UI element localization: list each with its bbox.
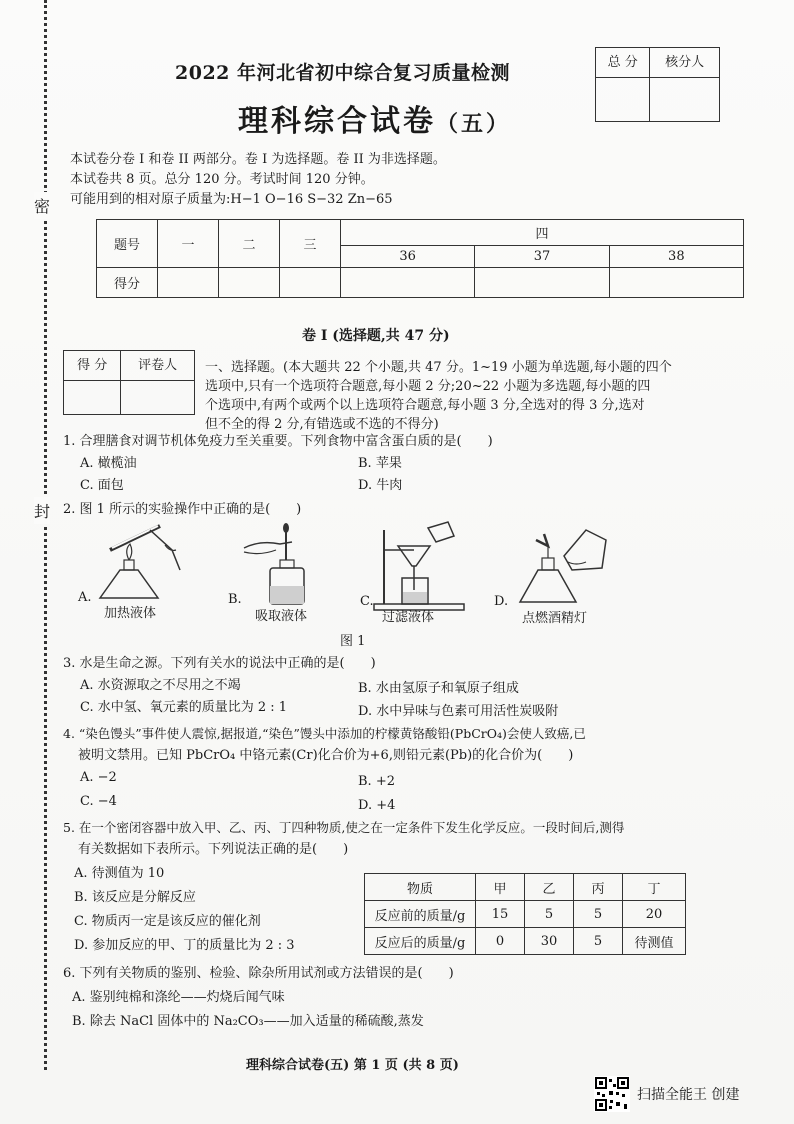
q5-table-header: 丙	[574, 874, 623, 901]
q5-table-cell: 5	[574, 901, 623, 928]
q3-option-b: B. 水由氢原子和氧原子组成	[358, 681, 519, 696]
section-1-heading-line-1: 一、选择题。(本大题共 22 个小题,共 47 分。1~19 小题为单选题,每小题的四个	[205, 360, 672, 375]
section-1-heading-line-2: 选项中,只有一个选项符合题意,每小题 2 分;20~22 小题为多选题,每小题的四	[205, 379, 651, 394]
q5-table-cell: 30	[525, 928, 574, 955]
section-1-heading-line-4: 但不全的得 2 分,有错选或不选的不得分)	[205, 417, 439, 432]
score-cell	[219, 268, 280, 298]
q4-stem-line-2: 被明文禁用。已知 PbCrO₄ 中铬元素(Cr)化合价为+6,则铅元素(Pb)的化合价为( )	[78, 748, 574, 763]
q2-option-b-label: 吸取液体	[255, 609, 308, 624]
q5-table-cell: 5	[525, 901, 574, 928]
q2-option-c-label: 过滤液体	[382, 610, 435, 625]
q4-option-c: C. −4	[80, 794, 117, 809]
q2-stem: 2. 图 1 所示的实验操作中正确的是( )	[63, 502, 302, 517]
exam-title: 2022 年河北省初中综合复习质量检测	[175, 62, 510, 84]
q5-table-cell: 5	[574, 928, 623, 955]
q2-option-c-letter: C.	[360, 594, 374, 609]
score-subcol-38: 38	[609, 246, 743, 268]
score-subcol-36: 36	[341, 246, 475, 268]
q5-option-b: B. 该反应是分解反应	[74, 890, 196, 905]
q1-option-a: A. 橄榄油	[80, 456, 137, 471]
q1-option-d: D. 牛肉	[358, 478, 403, 493]
q6-option-a: A. 鉴别纯棉和涤纶——灼烧后闻气味	[72, 990, 285, 1005]
q5-stem-line-2: 有关数据如下表所示。下列说法正确的是( )	[78, 842, 349, 857]
grader-score-label: 得 分	[64, 351, 121, 381]
q5-option-d: D. 参加反应的甲、丁的质量比为 2 : 3	[74, 938, 295, 953]
q2-option-b-letter: B.	[228, 592, 242, 607]
q4-option-a: A. −2	[80, 770, 117, 785]
q1-stem: 1. 合理膳食对调节机体免疫力至关重要。下列食物中富含蛋白质的是( )	[63, 434, 493, 449]
score-col-2: 二	[219, 220, 280, 268]
alcohol-lamp-figure	[506, 526, 616, 612]
paper-title	[238, 96, 511, 140]
q5-table-cell: 0	[476, 928, 525, 955]
binding-dotted-line	[44, 0, 47, 1070]
scanner-watermark: 扫描全能王 创建	[637, 1087, 740, 1103]
grader-box	[63, 350, 195, 415]
grader-score-cell	[64, 381, 121, 415]
score-cell	[609, 268, 743, 298]
intro-line-2: 本试卷共 8 页。总分 120 分。考试时间 120 分钟。	[70, 172, 374, 187]
q3-option-c: C. 水中氢、氧元素的质量比为 2 : 1	[80, 700, 288, 715]
score-col-1: 一	[158, 220, 219, 268]
grader-name-label: 评卷人	[121, 351, 195, 381]
q6-option-b: B. 除去 NaCl 固体中的 Na₂CO₃——加入适量的稀硫酸,蒸发	[72, 1014, 424, 1029]
q2-option-d-letter: D.	[494, 594, 509, 609]
paper-number: （五）	[436, 111, 512, 137]
filtration-figure	[370, 520, 470, 612]
dropper-figure	[240, 520, 320, 610]
checker-label: 核分人	[650, 48, 720, 78]
side-mark-seal-2: 封	[34, 497, 50, 524]
q3-option-a: A. 水资源取之不尽用之不竭	[80, 678, 241, 693]
intro-line-1: 本试卷分卷 I 和卷 II 两部分。卷 I 为选择题。卷 II 为非选择题。	[70, 152, 446, 167]
q5-stem-line-1: 5. 在一个密闭容器中放入甲、乙、丙、丁四种物质,使之在一定条件下发生化学反应。一段时间后,测得	[63, 820, 625, 835]
heating-liquid-figure	[90, 520, 190, 610]
q4-option-b: B. +2	[358, 774, 395, 789]
q4-stem-line-1: 4. “染色馒头”事件使人震惊,据报道,“染色”馒头中添加的柠檬黄铬酸铅(PbCrO₄)会使人致癌,已	[63, 726, 586, 741]
q5-option-c: C. 物质丙一定是该反应的催化剂	[74, 914, 261, 929]
score-table-label-number: 题号	[97, 220, 158, 268]
paper-title-text: 理科综合试卷	[238, 104, 436, 139]
section-1-heading-line-3: 个选项中,有两个或两个以上选项符合题意,每小题 3 分,全选对的得 3 分,选对	[205, 398, 645, 413]
score-col-3: 三	[280, 220, 341, 268]
qr-code-icon	[594, 1076, 630, 1112]
score-table-label-score: 得分	[97, 268, 158, 298]
total-cell	[596, 78, 650, 122]
q5-table-header: 甲	[476, 874, 525, 901]
score-subcol-37: 37	[475, 246, 609, 268]
q1-option-b: B. 苹果	[358, 456, 402, 471]
side-mark-seal: 密	[34, 192, 50, 219]
checker-cell	[650, 78, 720, 122]
q4-option-d: D. +4	[358, 798, 396, 813]
q1-option-c: C. 面包	[80, 478, 124, 493]
total-label: 总 分	[596, 48, 650, 78]
q3-stem: 3. 水是生命之源。下列有关水的说法中正确的是( )	[63, 656, 376, 671]
q3-option-d: D. 水中异味与色素可用活性炭吸附	[358, 704, 559, 719]
section-1-title: 卷 I (选择题,共 47 分)	[302, 328, 450, 344]
page-footer: 理科综合试卷(五) 第 1 页 (共 8 页)	[246, 1058, 459, 1073]
q5-table-cell: 反应后的质量/g	[365, 928, 476, 955]
grader-name-cell	[121, 381, 195, 415]
q5-table-cell: 待测值	[623, 928, 686, 955]
q5-table-header: 物质	[365, 874, 476, 901]
score-cell	[475, 268, 609, 298]
score-col-group-4: 四	[341, 220, 744, 246]
q2-option-a-label: 加热液体	[104, 606, 157, 621]
q5-table-cell: 反应前的质量/g	[365, 901, 476, 928]
q5-table-cell: 20	[623, 901, 686, 928]
figure-1-caption: 图 1	[340, 634, 366, 649]
q5-table-header: 丁	[623, 874, 686, 901]
q2-option-d-label: 点燃酒精灯	[522, 611, 588, 626]
total-score-box	[595, 47, 720, 122]
score-cell	[158, 268, 219, 298]
q5-option-a: A. 待测值为 10	[74, 866, 165, 881]
q5-data-table	[364, 873, 686, 955]
q2-option-a-letter: A.	[78, 590, 92, 605]
q6-stem: 6. 下列有关物质的鉴别、检验、除杂所用试剂或方法错误的是( )	[63, 966, 454, 981]
score-table	[96, 219, 744, 298]
intro-line-3: 可能用到的相对原子质量为:H−1 O−16 S−32 Zn−65	[70, 192, 393, 207]
score-cell	[341, 268, 475, 298]
score-cell	[280, 268, 341, 298]
q5-table-header: 乙	[525, 874, 574, 901]
q5-table-cell: 15	[476, 901, 525, 928]
